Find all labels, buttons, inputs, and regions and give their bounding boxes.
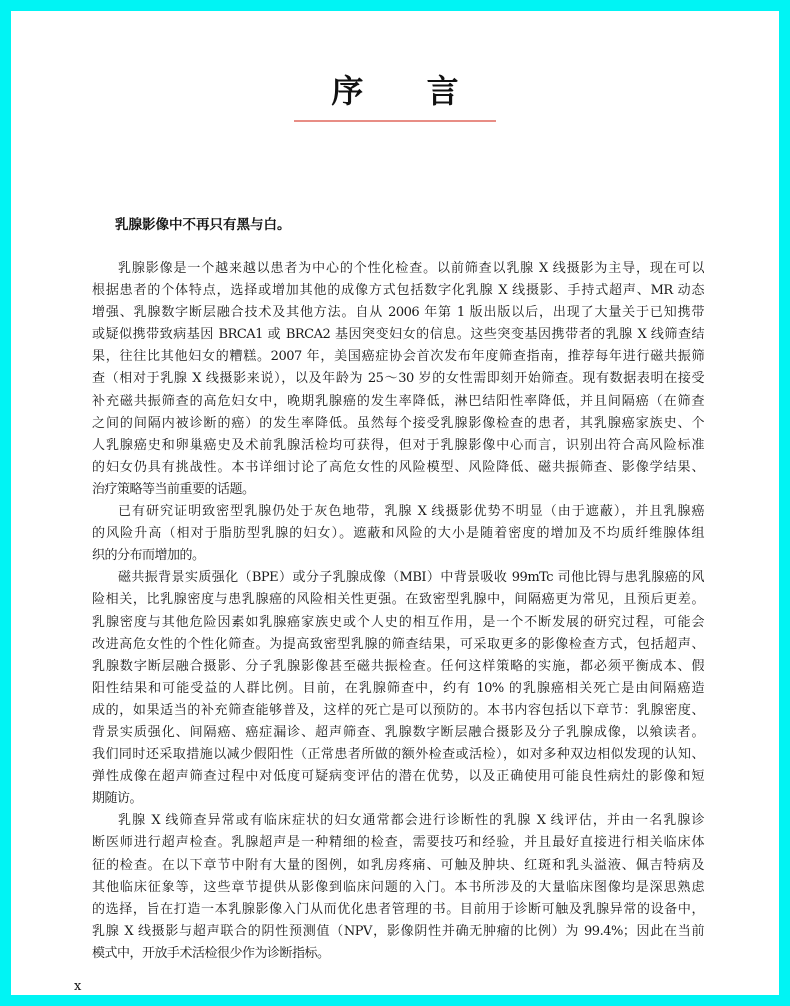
text-line: 的风险升高（相对于脂肪型乳腺的妇女）。遮蔽和风险的大小是随着密度的增加及不均质纤维腺体组	[92, 526, 704, 542]
text-line: 磁共振背景实质强化（BPE）或分子乳腺成像（MBI）中背景吸收 99mTc 司他比锝与患乳腺癌的风	[118, 570, 704, 586]
text-line: 之间的间隔内被诊断的癌）的发生率降低。虽然每个接受乳腺影像检查的患者，其乳腺癌家族史、个	[92, 415, 704, 431]
text-line: 已有研究证明致密型乳腺仍处于灰色地带，乳腺 X 线摄影优势不明显（由于遮蔽），并且乳腺癌	[118, 504, 704, 520]
text-line: 治疗策略等当前重要的话题。	[92, 481, 255, 497]
text-line: 期随访。	[92, 791, 143, 807]
text-line: 征的检查。在以下章节中附有大量的图例，如乳房疼痛、可触及肿块、红斑和乳头溢液、佩吉特病及	[92, 857, 704, 873]
text-line: 增强、乳腺数字断层融合技术及其他方法。自从 2006 年第 1 版出版以后，出现了大量关于已知携带	[92, 305, 704, 321]
text-line: 补充磁共振筛查的高危妇女中，晚期乳腺癌的发生率降低，淋巴结阳性率降低，并且间隔癌（在筛查	[92, 393, 704, 409]
text-line: 改进高危女性的个性化筛查。为提高致密型乳腺的筛查结果，可采取更多的影像检查方式，包括超声、	[92, 636, 704, 652]
page-title: 序 言	[331, 72, 485, 110]
title-underline	[294, 120, 496, 122]
text-line: 查（相对于乳腺 X 线摄影来说），以及年龄为 25～30 岁的女性需即刻开始筛查。现有数据表明在接受	[92, 371, 704, 387]
text-line: 的妇女仍具有挑战性。本书详细讨论了高危女性的风险模型、风险降低、磁共振筛查、影像学结果、	[92, 459, 704, 475]
page-number: x	[74, 979, 82, 994]
text-line: 织的分布而增加的。	[92, 548, 205, 564]
text-line: 我们同时还采取措施以减少假阳性（正常患者所做的额外检查或活检），如对多种双边相似发现的认知、	[92, 747, 704, 763]
text-line: 乳腺密度与其他危险因素如乳腺癌家族史或个人史的相互作用，是一个不断发展的研究过程，可能会	[92, 614, 704, 630]
book-page	[11, 11, 779, 995]
text-line: 乳腺 X 线摄影与超声联合的阴性预测值（NPV，影像阴性并确无肿瘤的比例）为 99.4%；因此在当前	[92, 923, 704, 939]
text-line: 险相关，比乳腺密度与患乳腺癌的风险相关性更强。在致密型乳腺中，间隔癌更为常见，且预后更差。	[92, 592, 704, 608]
text-line: 或疑似携带致病基因 BRCA1 或 BRCA2 基因突变妇女的信息。这些突变基因携带者的乳腺 X 线筛查结	[92, 327, 704, 343]
text-line: 根据患者的个体特点，选择或增加其他的成像方式包括数字化乳腺 X 线摄影、手持式超声、MR 动态	[92, 283, 704, 299]
body-text	[92, 258, 704, 965]
text-line: 成的，如果适当的补充筛查能够普及，这样的死亡是可以预防的。本书内容包括以下章节：乳腺密度、	[92, 702, 704, 718]
text-line: 的选择，旨在打造一本乳腺影像入门从而优化患者管理的书。目前用于诊断可触及乳腺异常的设备中，	[92, 901, 704, 917]
text-line: 背景实质强化、间隔癌、癌症漏诊、超声筛查、乳腺数字断层融合摄影及分子乳腺成像，以飨读者。	[92, 724, 704, 740]
text-line: 阳性结果和可能受益的人群比例。目前，在乳腺筛查中，约有 10% 的乳腺癌相关死亡是由间隔癌造	[92, 680, 704, 696]
text-line: 模式中，开放手术活检很少作为诊断指标。	[92, 945, 330, 961]
text-line: 乳腺数字断层融合摄影、分子乳腺影像甚至磁共振检查。任何这样策略的实施，都必须平衡成本、假	[92, 658, 704, 674]
text-line: 果，往往比其他妇女的糟糕。2007 年，美国癌症协会首次发布年度筛查指南，推荐每年进行磁共振筛	[92, 349, 704, 365]
text-line: 断医师进行超声检查。乳腺超声是一种精细的检查，需要技巧和经验，并且最好直接进行相关临床体	[92, 835, 704, 851]
subtitle: 乳腺影像中不再只有黑与白。	[115, 217, 291, 233]
text-line: 乳腺影像是一个越来越以患者为中心的个性化检查。以前筛查以乳腺 X 线摄影为主导，现在可以	[118, 261, 704, 276]
text-line: 其他临床征象等，这些章节提供从影像到临床问题的入门。本书所涉及的大量临床图像均是深思熟虑	[92, 879, 704, 895]
text-line: 乳腺 X 线筛查异常或有临床症状的妇女通常都会进行诊断性的乳腺 X 线评估，并由一名乳腺诊	[118, 813, 704, 829]
text-line: 弹性成像在超声筛查过程中对低度可疑病变评估的潜在优势，以及正确使用可能良性病灶的影像和短	[92, 769, 704, 785]
text-line: 人乳腺癌史和卵巢癌史及术前乳腺活检均可获得，但对于乳腺影像中心而言，识别出符合高风险标准	[92, 437, 704, 453]
